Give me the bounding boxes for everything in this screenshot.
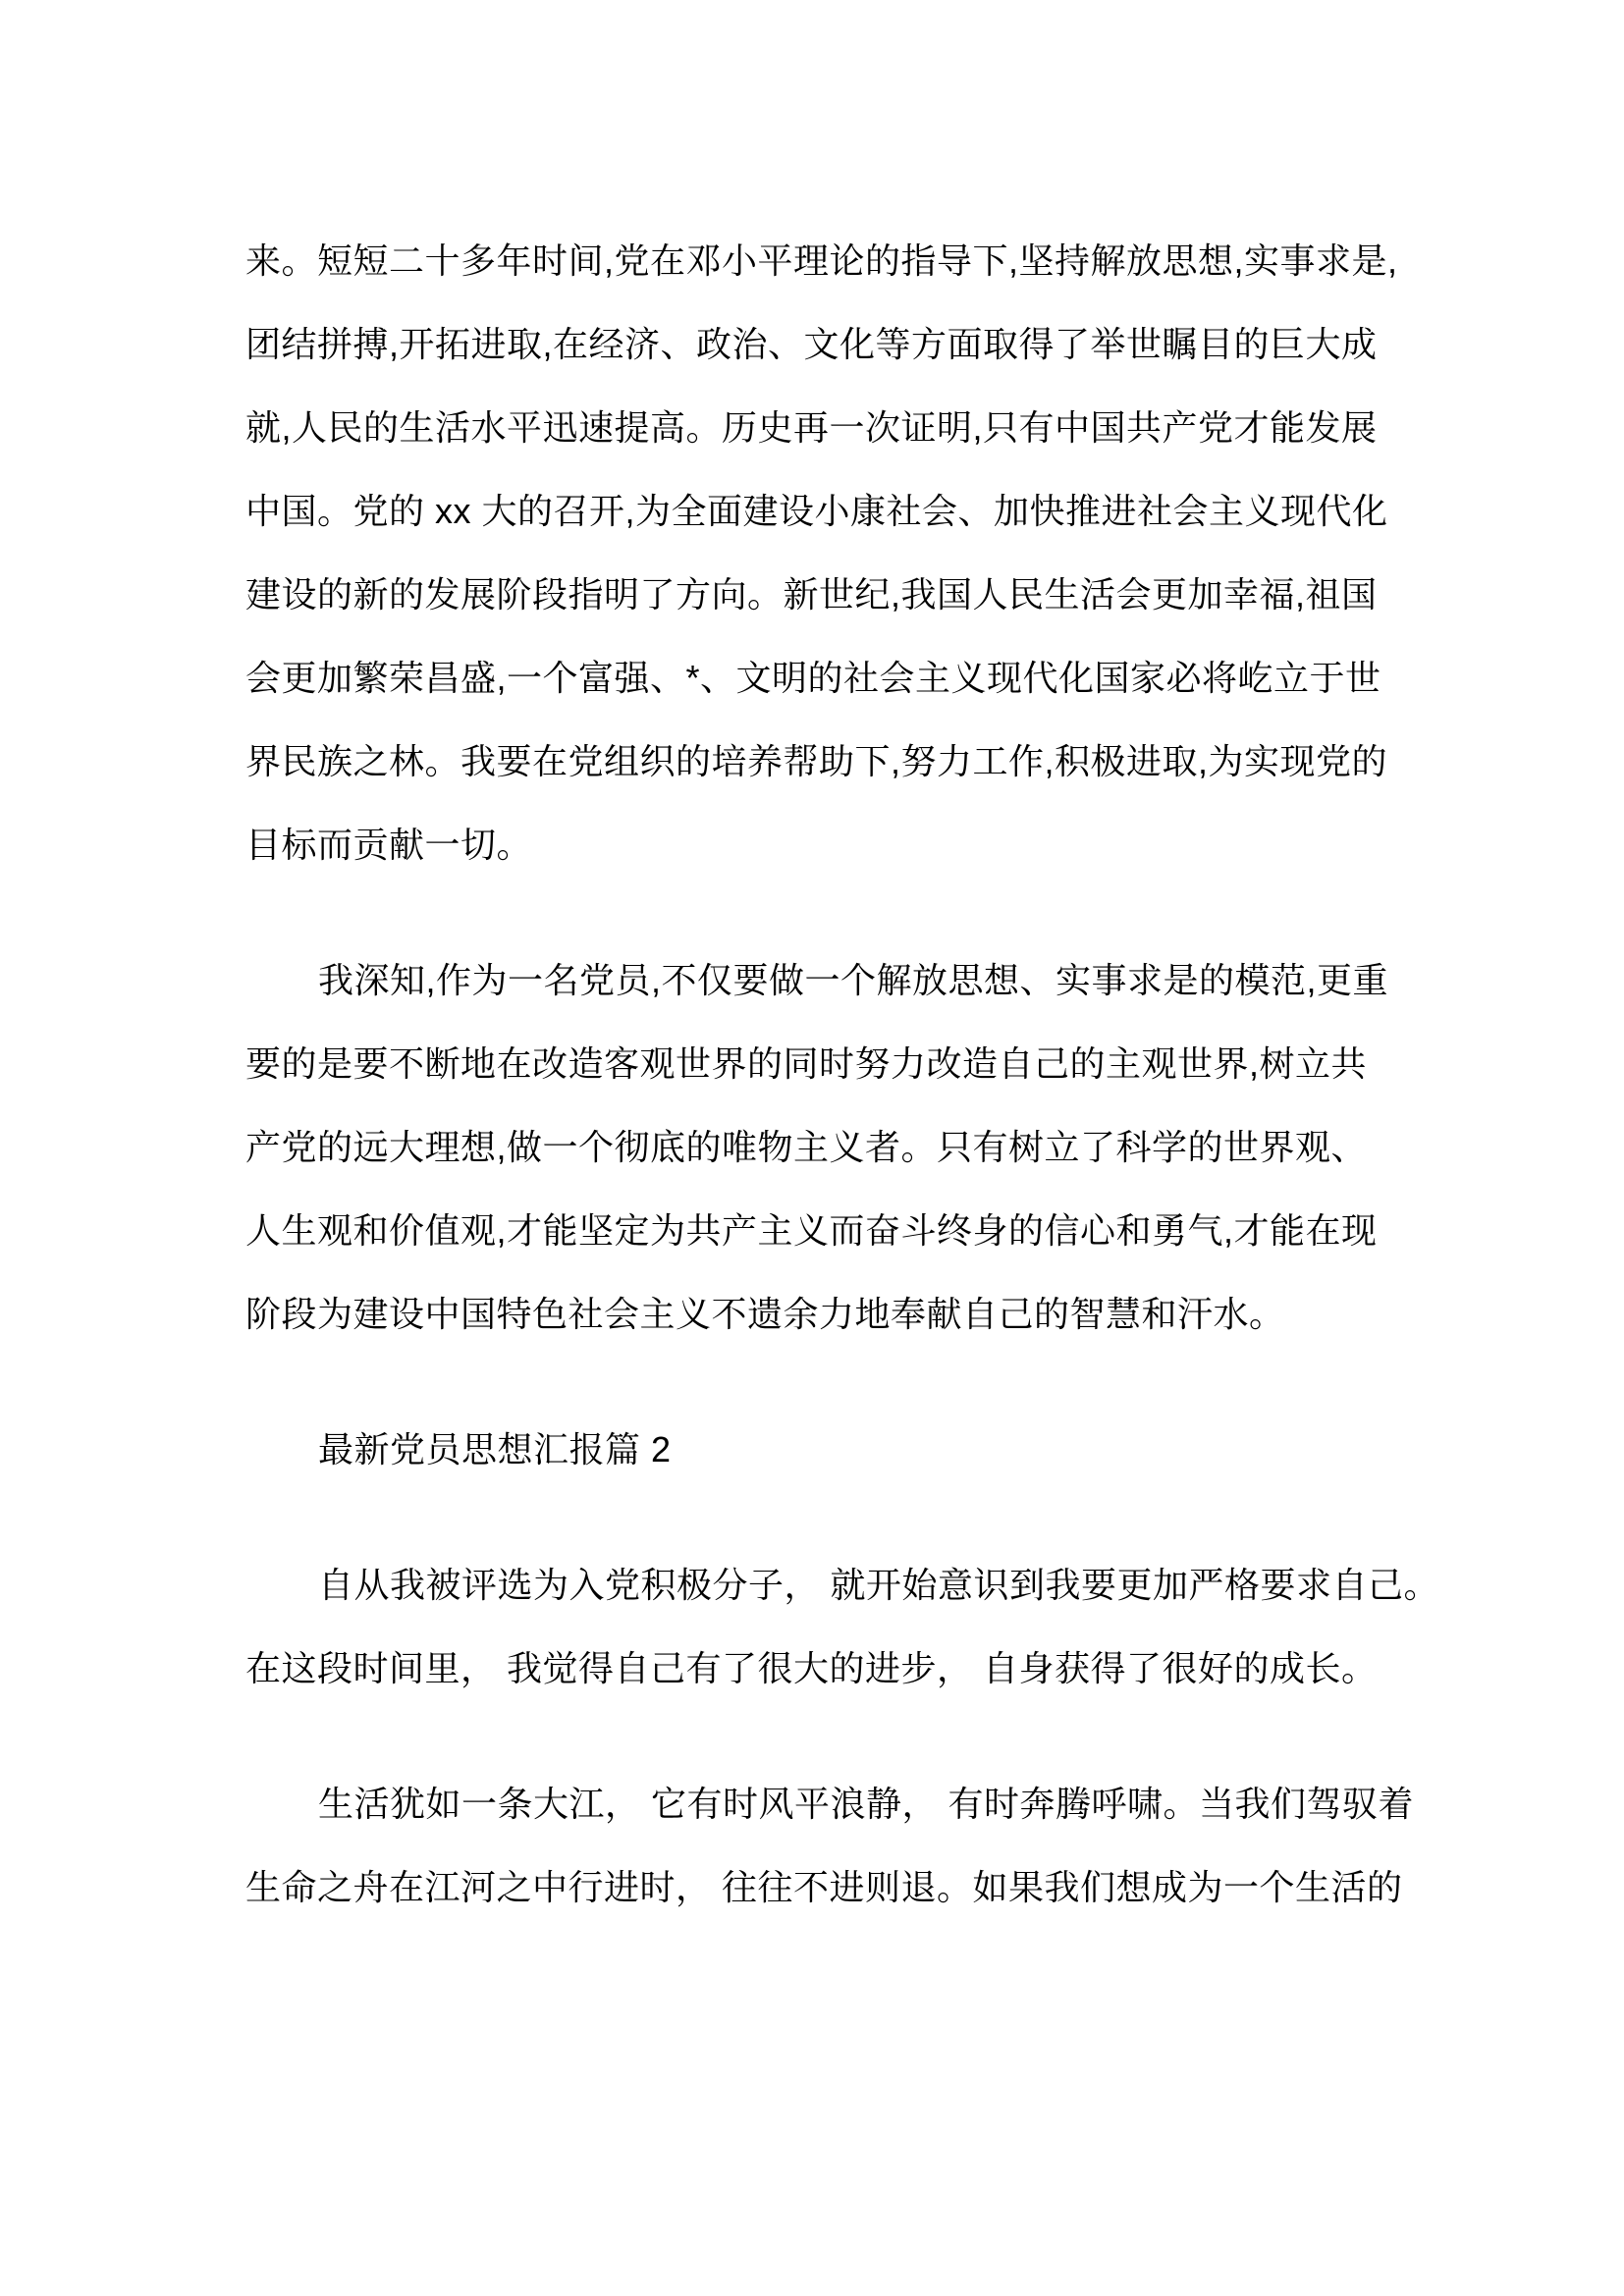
- text-line: 界民族之林。我要在党组织的培养帮助下,努力工作,积极进取,为实现党的: [245, 741, 1388, 781]
- paragraph: [245, 1762, 1415, 1929]
- text-line: 在这段时间里， 我觉得自己有了很大的进步， 自身获得了很好的成长。: [245, 1648, 1378, 1688]
- text-line: 自从我被评选为入党积极分子， 就开始意识到我要更加严格要求自己。: [318, 1565, 1440, 1605]
- text-line: 目标而贡献一切。: [245, 825, 533, 865]
- paragraph-continuation: [245, 219, 1398, 886]
- text-line: 产党的远大理想,做一个彻底的唯物主义者。只有树立了科学的世界观、: [245, 1127, 1368, 1167]
- paragraph: [245, 1543, 1440, 1710]
- text-line: 建设的新的发展阶段指明了方向。新世纪,我国人民生活会更加幸福,祖国: [245, 574, 1378, 614]
- text-line: 生活犹如一条大江， 它有时风平浪静， 有时奔腾呼啸。当我们驾驭着: [318, 1784, 1415, 1824]
- text-line: 来。短短二十多年时间,党在邓小平理论的指导下,坚持解放思想,实事求是,: [245, 240, 1398, 281]
- text-line: 阶段为建设中国特色社会主义不遗余力地奉献自己的智慧和汗水。: [245, 1294, 1285, 1334]
- text-line: 人生观和价值观,才能坚定为共产主义而奋斗终身的信心和勇气,才能在现: [245, 1210, 1378, 1251]
- section-heading: [245, 1408, 1379, 1491]
- paragraph: [245, 938, 1389, 1356]
- text-line: 中国。党的 xx 大的召开,为全面建设小康社会、加快推进社会主义现代化: [245, 491, 1388, 531]
- text-line: 就,人民的生活水平迅速提高。历史再一次证明,只有中国共产党才能发展: [245, 407, 1378, 448]
- text-line: 生命之舟在江河之中行进时， 往往不进则退。如果我们想成为一个生活的: [245, 1867, 1403, 1907]
- text-line: 团结拼搏,开拓进取,在经济、政治、文化等方面取得了举世瞩目的巨大成: [245, 324, 1378, 364]
- text-line: 我深知,作为一名党员,不仅要做一个解放思想、实事求是的模范,更重: [318, 960, 1389, 1000]
- text-line: 要的是要不断地在改造客观世界的同时努力改造自己的主观世界,树立共: [245, 1043, 1368, 1084]
- section-heading-text: 最新党员思想汇报篇 2: [318, 1429, 672, 1469]
- text-line: 会更加繁荣昌盛,一个富强、*、文明的社会主义现代化国家必将屹立于世: [245, 658, 1381, 698]
